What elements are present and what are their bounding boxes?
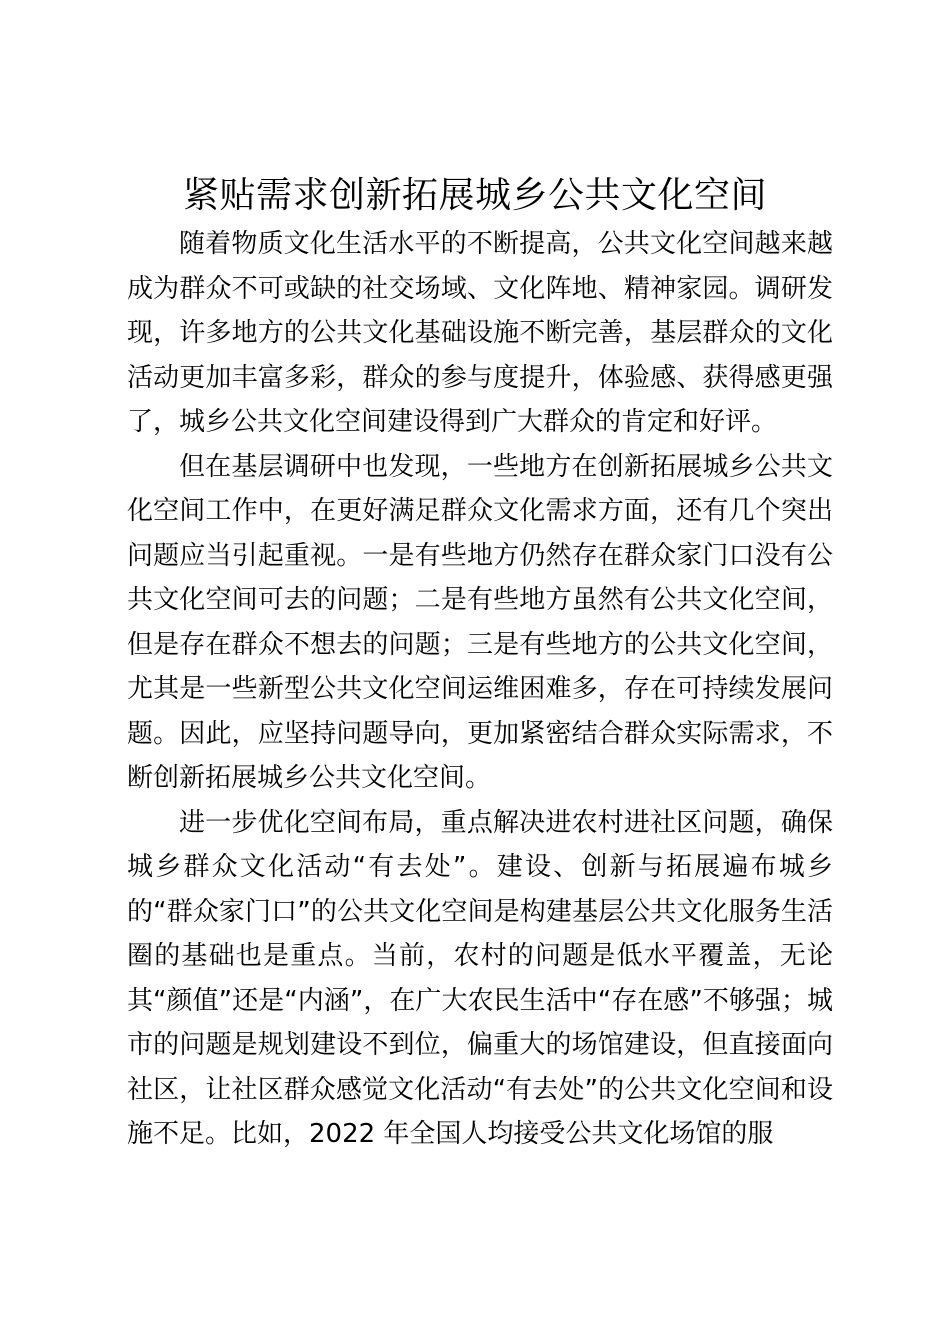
document-body [127, 222, 833, 1157]
paragraph-2: 但在基层调研中也发现，一些地方在创新拓展城乡公共文化空间工作中，在更好满足群众文化需求方面，还有几个突出问题应当引起重视。一是有些地方仍然存在群众家门口没有公共文化空间可去的问题；二是有些地方虽然有公共文化空间，但是存在群众不想去的问题；三是有些地方的公共文化空间，尤其是一些新型公共文化空间运维困难多，存在可持续发展问题。因此，应坚持问题导向，更加紧密结合群众实际需求，不断创新拓展城乡公共文化空间。 [127, 451, 833, 793]
document-title: 紧贴需求创新拓展城乡公共文化空间 [182, 175, 767, 216]
paragraph-1: 随着物质文化生活水平的不断提高，公共文化空间越来越成为群众不可或缺的社交场域、文化阵地、精神家园。调研发现，许多地方的公共文化基础设施不断完善，基层群众的文化活动更加丰富多彩，群众的参与度提升，体验感、获得感更强了，城乡公共文化空间建设得到广大群众的肯定和好评。 [127, 229, 833, 437]
paragraph-3: 进一步优化空间布局，重点解决进农村进社区问题，确保城乡群众文化活动“有去处”。建设、创新与拓展遍布城乡的“群众家门口”的公共文化空间是构建基层公共文化服务生活圈的基础也是重点。当前，农村的问题是低水平覆盖，无论其“颜值”还是“内涵”，在广大农民生活中“存在感”不够强；城市的问题是规划建设不到位，偏重大的场馆建设，但直接面向社区，让社区群众感觉文化活动“有去处”的公共文化空间和设施不足。比如，2022 年全国人均接受公共文化场馆的服 [127, 807, 833, 1149]
